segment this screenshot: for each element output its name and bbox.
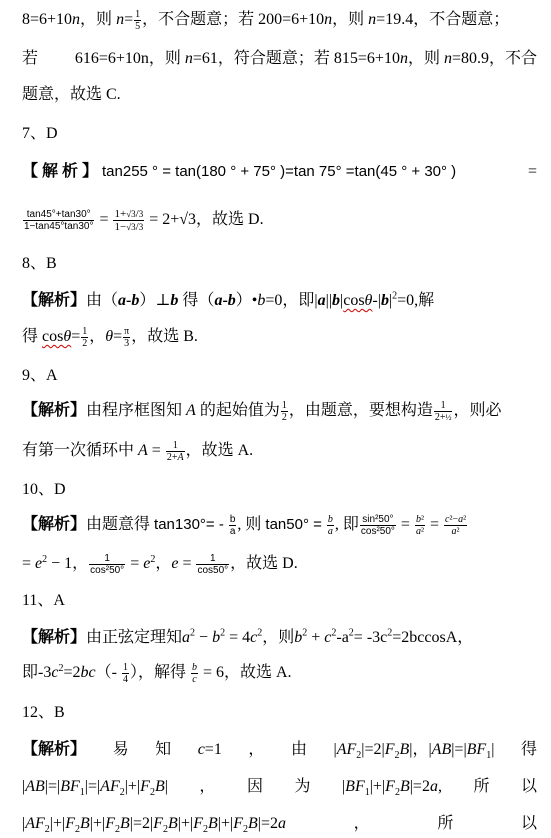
question-7-analysis: 【 解 析 】 tan255 ° = tan(180 ° + 75° )=tan 75° =tan(45 ° + 30° ) = <box>22 163 537 180</box>
question-10-result: = $e^2 - 1$， $\frac{1}{\text{cos²50°}}$ = $e^2$，e = $\frac{1}{\cos 50^\circ}$ ，故选 D. <box>22 553 298 576</box>
question-12-analysis: 【解析】 易 知 c=1 ， 由 $|AF_2|=2|F_2B|$，$|AB|=|BF_1|$ 得 <box>22 741 537 762</box>
question-8-heading: 8、B <box>22 255 57 272</box>
question-8-result: 得 cosθ= $\frac{1}{2}$ ，θ= $\frac{\pi}{3}$ ，故选 B. <box>22 326 198 349</box>
text-line-1 <box>22 9 537 32</box>
question-12-line-3: $|AF_2|+|F_2B|+|F_2B|=2|F_2B|+|F_2B|+|F_2B|=2a$ ， 所 以 <box>22 815 537 836</box>
question-9-heading: 9、A <box>22 367 58 384</box>
question-7-formula: $\frac{\tan 45^\circ+\tan 30^\circ}{1-\tan 45^\circ\tan 30^\circ}$ = $\frac{1+√3/3}{1-√3/3}$ = 2+√3，故选 D. <box>24 207 264 233</box>
question-12-heading: 12、B <box>22 704 65 721</box>
question-10-heading: 10、D <box>22 481 66 498</box>
question-10-analysis: 【解析】由题意得 tan130°= - $\frac{b}{a}$ , 则 tan50° = $\frac{b}{a}$ , 即 $\frac{\text{sin²50°}}{\text{cos²50°}}$ = $\frac{\text{b²}}{\text{a²}}$ = $\frac{\text{c²−a²}}{\text{a²}}$ <box>22 514 467 537</box>
question-9-result: 有第一次循环中 A = $\frac{1}{2+A}$ ，故选 A. <box>22 440 254 463</box>
question-8-analysis: 【解析】由（a-b）⊥b 得（a-b）•b=0，即$|a||b|\cos\theta-|b|^2=0$,解 <box>22 290 435 309</box>
question-7-heading: 7、D <box>22 125 58 142</box>
text-line-3: 题意，故选 C. <box>22 86 121 103</box>
question-12-line-2: $|AB|=|BF_1|=|AF_2|+|F_2B|$ ， 因 为 $|BF_1|+|F_2B|=2a$, 所 以 <box>22 778 537 799</box>
question-9-analysis: 【解析】由程序框图知 A 的起始值为 $\frac{1}{2}$ ，由题意，要想构造 $\frac{1}{\text{2+½}}$ ，则必 <box>22 400 502 423</box>
text-line-2: 若 616=6+10n，则 n=61，符合题意；若 815=6+10n，则 n=80.9，不合 <box>22 50 537 67</box>
line-text: 8=6+10n，则 n= $\frac{1}{5}$ ，不合题意；若 200=6+10n，则 n=19.4，不合题意； <box>22 9 510 32</box>
question-11-heading: 11、A <box>22 592 65 609</box>
question-11-analysis: 【解析】由正弦定理知$a^2 - b^2 = 4c^2$，则$b^2 + c^2-a^2= -3c^2=2bccosA$， <box>22 627 474 646</box>
question-11-result: 即$-3c^2=2bc(-$ $\frac{1}{4}$ ），解得 $\frac{b}{c}$ = 6，故选 A. <box>22 662 292 685</box>
